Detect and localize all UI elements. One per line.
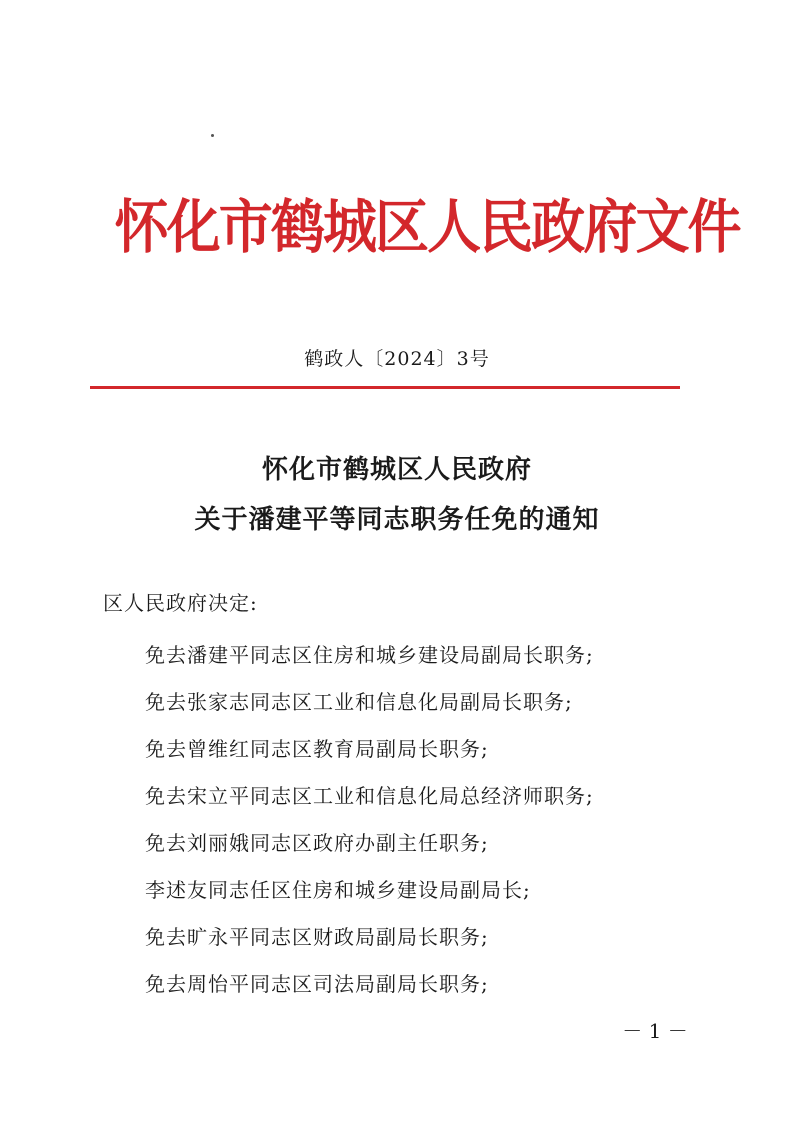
list-item: 免去刘丽娥同志区政府办副主任职务; (145, 831, 489, 855)
red-divider-line (90, 386, 680, 389)
list-item: 免去旷永平同志区财政局副局长职务; (145, 925, 489, 949)
list-item: 李述友同志任区住房和城乡建设局副局长; (145, 878, 531, 902)
document-title-line-2: 关于潘建平等同志职务任免的通知 (194, 505, 600, 535)
document-title-line-1: 怀化市鹤城区人民政府 (261, 455, 532, 485)
page-number: － 1 － (622, 1019, 688, 1043)
list-item: 免去宋立平同志区工业和信息化局总经济师职务; (145, 784, 594, 808)
document-number: 鹤政人〔2024〕3号 (304, 348, 490, 370)
issuer-red-header: 怀化市鹤城区人民政府文件 (114, 193, 740, 261)
salutation: 区人民政府决定: (103, 591, 258, 615)
list-item: 免去周怡平同志区司法局副局长职务; (145, 972, 489, 996)
list-item: 免去张家志同志区工业和信息化局副局长职务; (145, 690, 573, 714)
scan-speck (211, 134, 214, 137)
list-item: 免去曾维红同志区教育局副局长职务; (145, 737, 489, 761)
list-item: 免去潘建平同志区住房和城乡建设局副局长职务; (145, 643, 594, 667)
appointment-list (145, 640, 705, 1016)
